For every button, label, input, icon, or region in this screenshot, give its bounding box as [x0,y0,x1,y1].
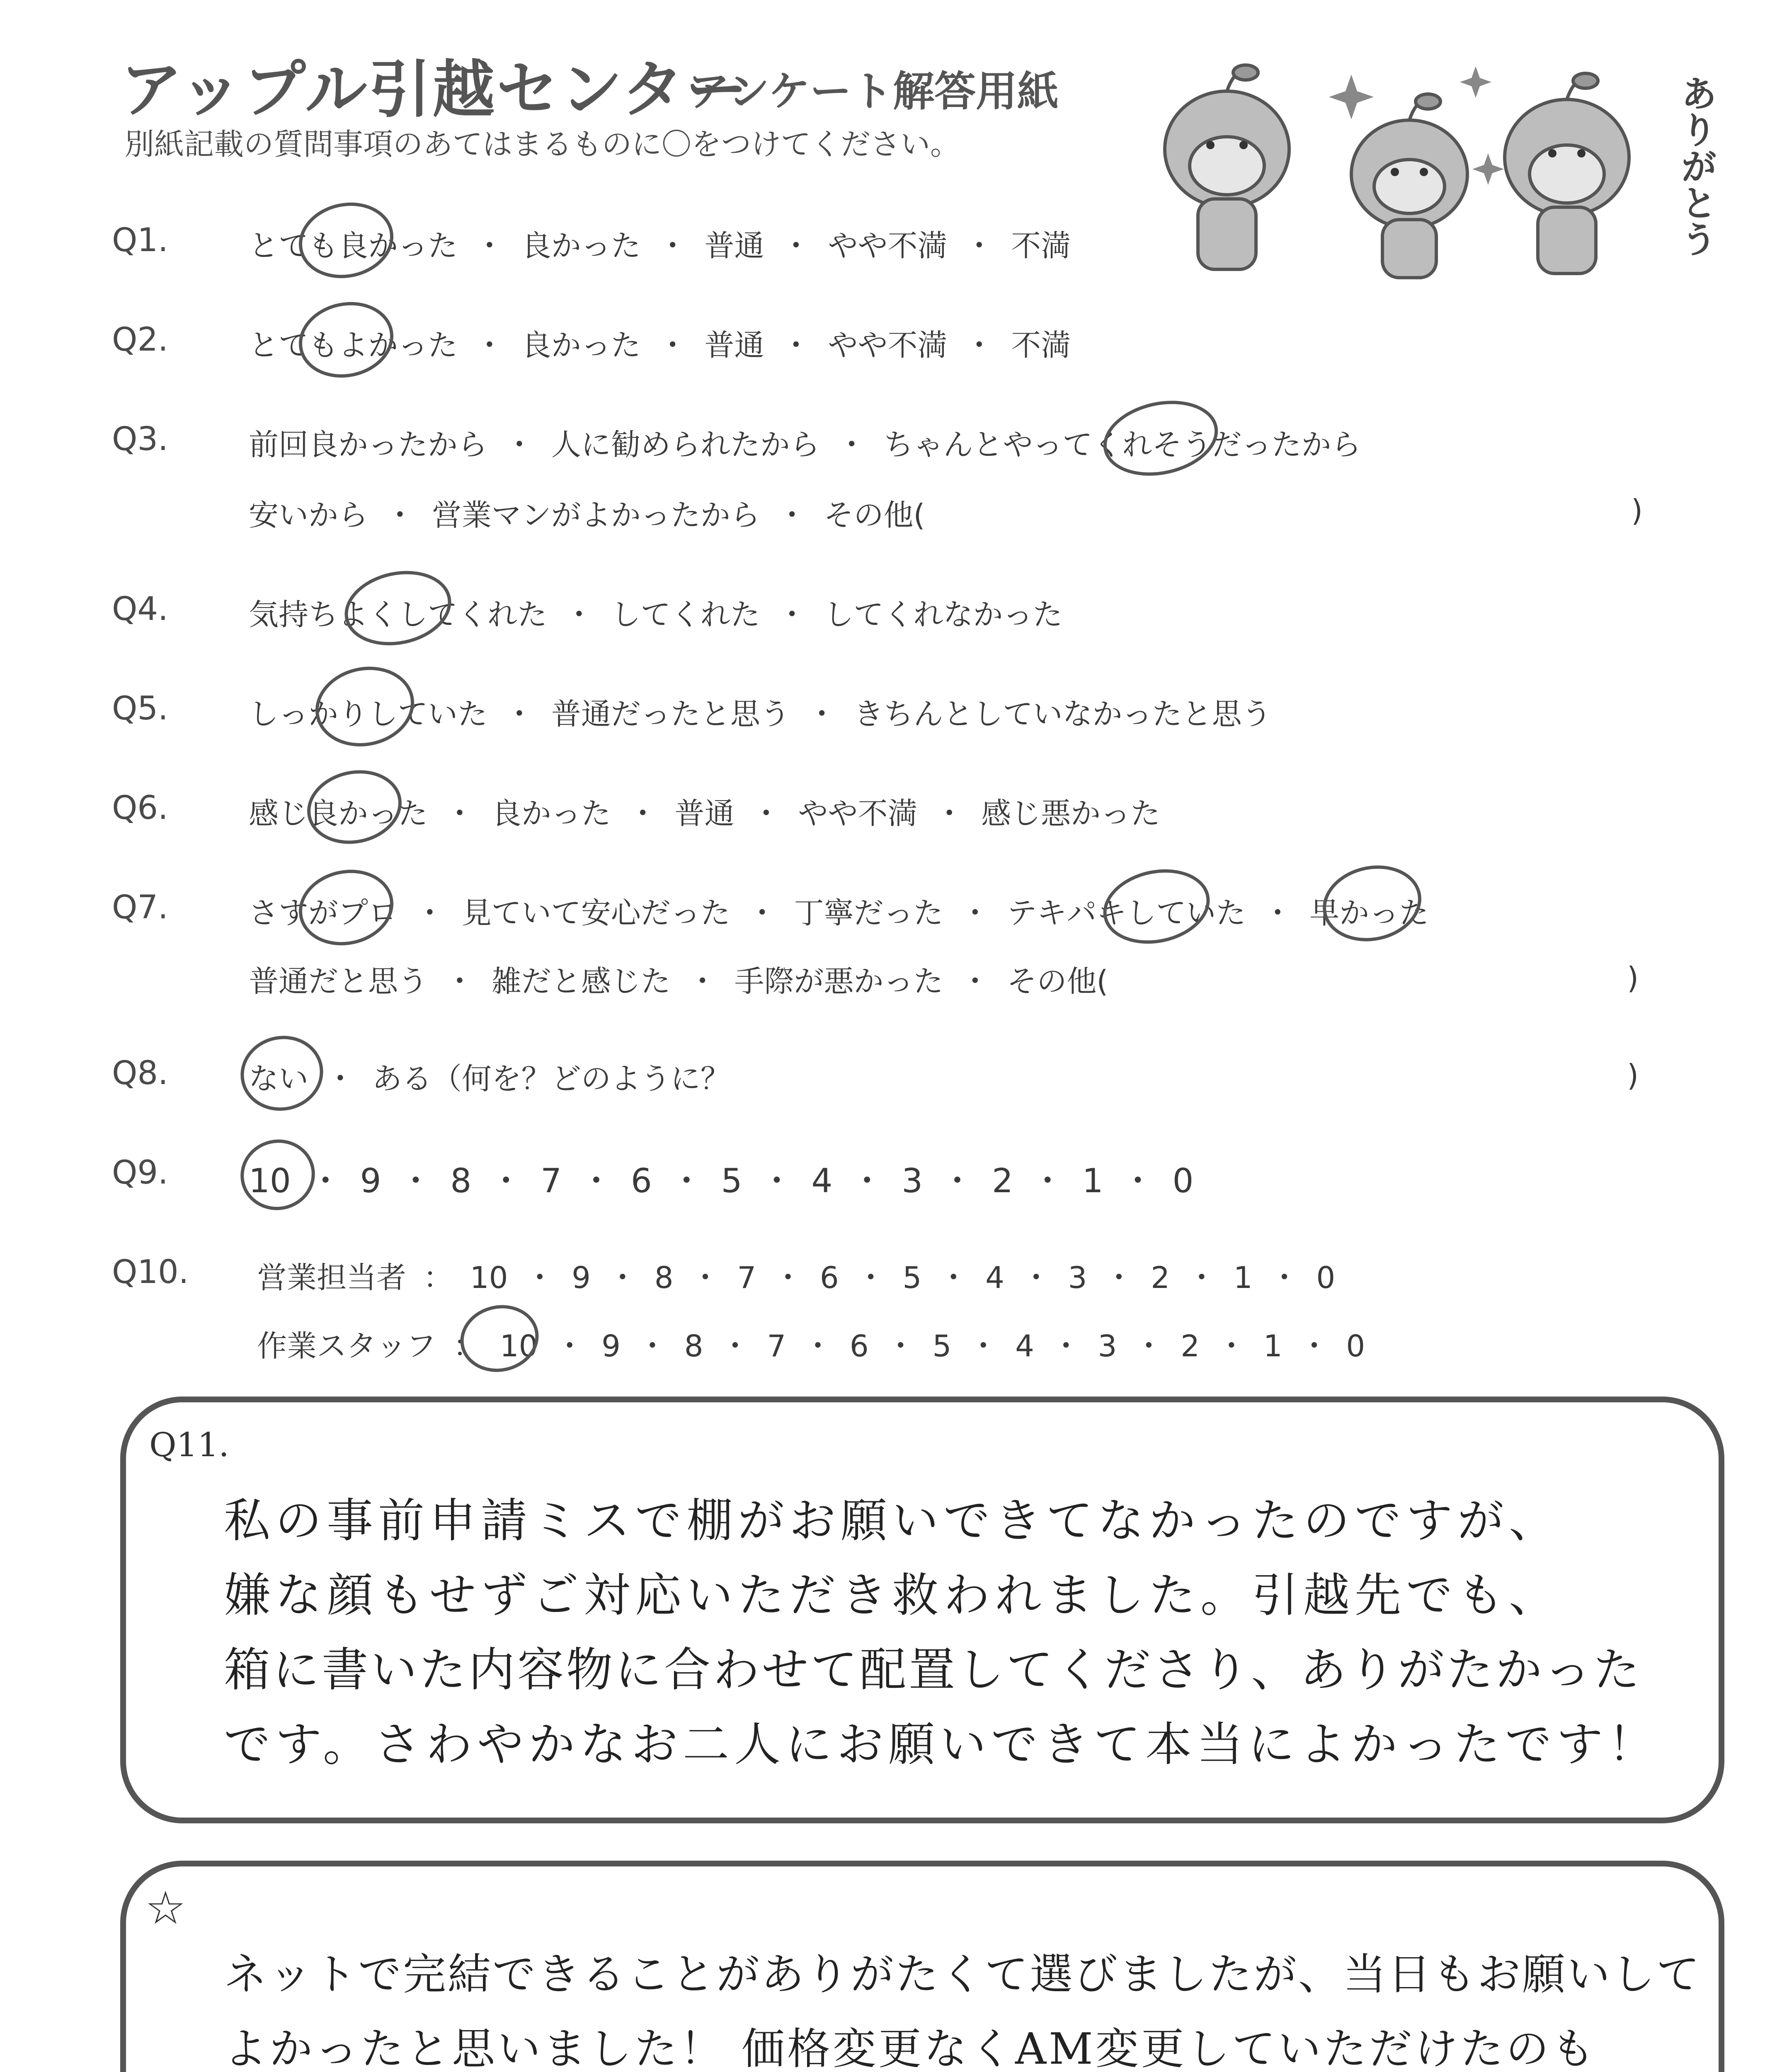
q7-label: Q7. [112,889,168,926]
star-line-1: ネットで完結できることがありがたくて選びましたが、当日もお願いして [224,1949,1702,1999]
q1-label: Q1. [112,222,168,259]
q3-label: Q3. [112,421,168,458]
q5-options: しっかりしていた ・ 普通だったと思う ・ きちんとしていなかったと思う [249,697,1272,731]
q11-line-1: 私の事前申請ミスで棚がお願いできてなかったのですが、 [224,1494,1560,1548]
star-line-2: よかったと思いました！ 価格変更なくAM変更していただけたのも [224,2024,1597,2072]
q3-options: 前回良かったから ・ 人に勧められたから ・ ちゃんとやってくれそうだったから [249,427,1361,462]
q8-close-paren: ) [1627,1058,1639,1093]
q10-sales-scale: 営業担当者 ： 10 ・ 9 ・ 8 ・ 7 ・ 6 ・ 5 ・ 4 ・ 3 ・ 2 ・ 1 ・ 0 [257,1260,1336,1295]
q9-scale: 10 ・ 9 ・ 8 ・ 7 ・ 6 ・ 5 ・ 4 ・ 3 ・ 2 ・ 1 ・ 0 [249,1162,1194,1200]
q11-line-4: です。さわやかなお二人にお願いできて本当によかったです！ [224,1718,1660,1772]
monkey-mascots-illustration [1144,50,1700,282]
answer-circle-q9 [234,1133,321,1217]
answer-circle-q4 [338,562,458,655]
q7-close-paren: ) [1627,961,1639,995]
q11-line-3: 箱に書いた内容物に合わせて配置してくださり、ありがたかった [224,1643,1642,1697]
q7-options-line2: 普通だと思う ・ 雑だと感じた ・ 手際が悪かった ・ その他( [249,964,1108,999]
answer-circle-q10-staff [454,1298,545,1379]
company-title: アップル引越センター [120,54,749,126]
answer-circle-q2 [292,293,400,386]
thanks-text: ありがとう [1675,75,1718,257]
answer-circle-q7-tekipaki [1096,860,1217,953]
q2-options: とてもよかった ・ 良かった ・ 普通 ・ やや不満 ・ 不満 [249,328,1071,363]
instruction-text: 別紙記載の質問事項のあてはまるものに〇をつけてください。 [124,127,960,162]
q4-options: 気持ちよくしてくれた ・ してくれた ・ してくれなかった [249,597,1063,632]
q8-options: ない ・ ある（何を？どのように？ [249,1061,730,1096]
q5-label: Q5. [112,690,168,727]
answer-circle-q5 [308,658,422,755]
q2-label: Q2. [112,321,168,358]
star-icon: ☆ [145,1881,186,1934]
q8-label: Q8. [112,1055,168,1092]
q10-label: Q10. [112,1254,189,1291]
q3-close-paren: ) [1631,493,1643,528]
q4-label: Q4. [112,591,168,628]
answer-circle-q3 [1096,391,1225,486]
q11-line-2: 嫌な顔もせずご対応いただき救われました。引越先でも、 [224,1569,1560,1622]
q3-options-line2: 安いから ・ 営業マンがよかったから ・ その他( [249,498,925,533]
answer-circle-q7-hayai [1316,857,1428,950]
q9-label: Q9. [112,1154,168,1191]
q11-label: Q11. [149,1426,229,1464]
answer-circle-q6 [300,762,408,852]
q1-options: とても良かった ・ 良かった ・ 普通 ・ やや不満 ・ 不満 [249,228,1071,263]
q10-staff-scale: 作業スタッフ ： 10 ・ 9 ・ 8 ・ 7 ・ 6 ・ 5 ・ 4 ・ 3 ・ 2 ・ 1 ・ 0 [257,1329,1365,1363]
answer-circle-q1 [292,194,400,287]
answer-circle-q8 [233,1028,330,1118]
form-name: アンケート解答用紙 [688,67,1059,116]
q6-label: Q6. [112,789,168,827]
q6-options: 感じ良かった ・ 良かった ・ 普通 ・ やや不満 ・ 感じ悪かった [249,796,1161,831]
answer-circle-q7-pro [292,861,400,954]
q7-options: さすがプロ ・ 見ていて安心だった ・ 丁寧だった ・ テキパキしていた ・ 早かった [249,896,1429,930]
